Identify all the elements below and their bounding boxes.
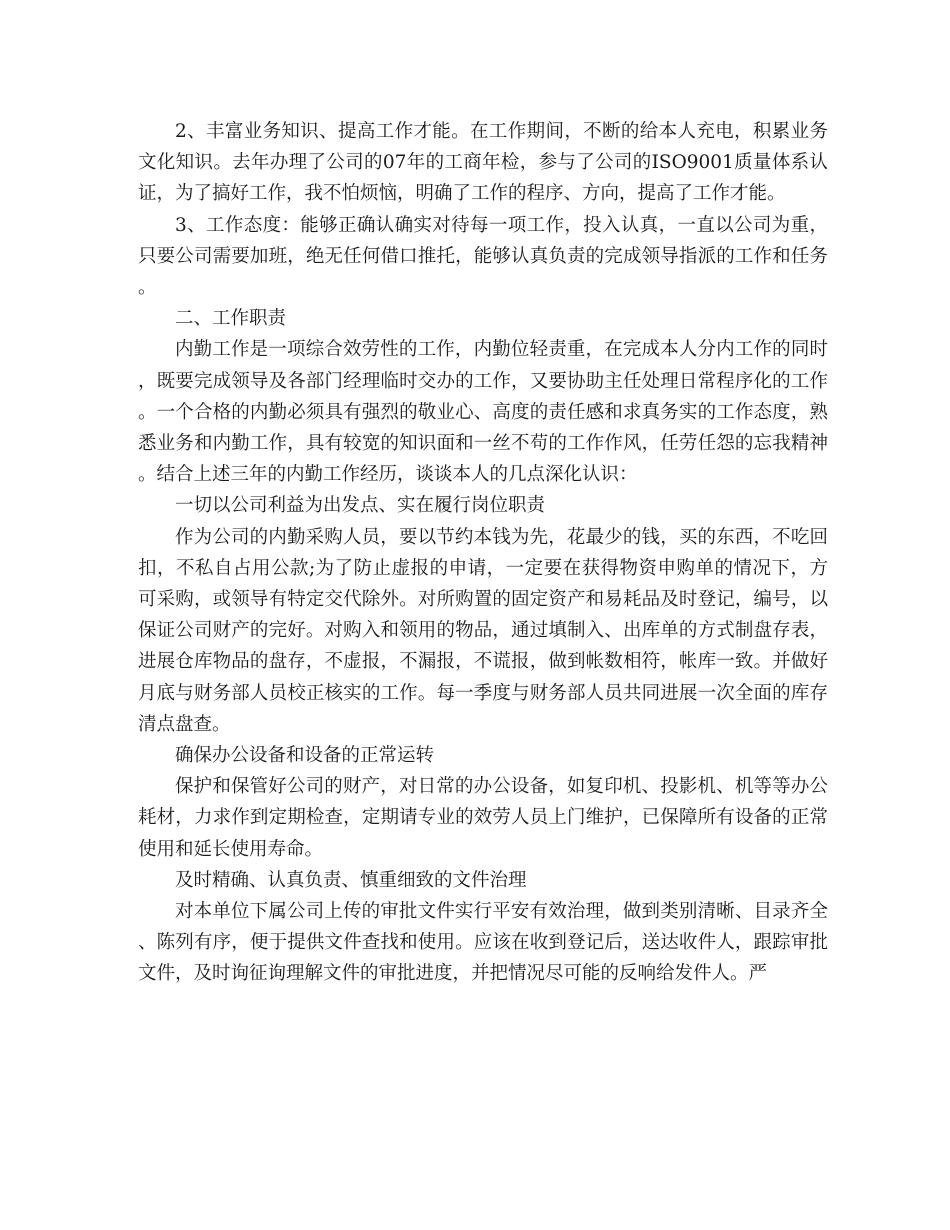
paragraph-skills: 2、丰富业务知识、提高工作才能。在工作期间，不断的给本人充电，积累业务文化知识。去年办理了公司的07年的工商年检，参与了公司的ISO9001质量体系认证，为了搞好工作，我不怕烦恼，明确了工作的程序、方向，提高了工作才能。 (138, 121, 828, 205)
paragraph-duties-intro: 内勤工作是一项综合效劳性的工作，内勤位轻责重，在完成本人分内工作的同时，既要完成领导及各部门经理临时交办的工作，又要协助主任处理日常程序化的工作。一个合格的内勤必须具有强烈的敬业心、高度的责任感和求真务实的工作态度，熟悉业务和内勤工作，具有较宽的知识面和一丝不苟的工作作风，任劳任怨的忘我精神。结合上述三年的内勤工作经历，谈谈本人的几点深化认识： (138, 339, 828, 486)
paragraph-equipment: 保护和保管好公司的财产，对日常的办公设备，如复印机、投影机、机等等办公耗材，力求作到定期检查，定期请专业的效劳人员上门维护，已保障所有设备的正常使用和延长使用寿命。 (138, 776, 828, 860)
subheading-equipment: 确保办公设备和设备的正常运转 (175, 745, 435, 767)
subheading-document-management: 及时精确、认真负责、慎重细致的文件治理 (175, 869, 527, 891)
paragraph-attitude: 3、工作态度：能够正确认确实对待每一项工作，投入认真，一直以公司为重，只要公司需要加班，绝无任何借口推托，能够认真负责的完成领导指派的工作和任务。 (138, 214, 828, 299)
document-body (138, 116, 828, 990)
section-heading-duties: 二、工作职责 (175, 308, 287, 330)
subheading-company-interest: 一切以公司利益为出发点、实在履行岗位职责 (175, 495, 546, 517)
paragraph-document-management: 对本单位下属公司上传的审批文件实行平安有效治理，做到类别清晰、目录齐全、陈列有序，便于提供文件查找和使用。应该在收到登记后，送达收件人，跟踪审批文件，及时询征询理解文件的审批进度，并把情况尽可能的反响给发件人。严 (138, 901, 828, 985)
paragraph-procurement: 作为公司的内勤采购人员，要以节约本钱为先，花最少的钱，买的东西，不吃回扣，不私自占用公款;为了防止虚报的申请，一定要在获得物资申购单的情况下，方可采购，或领导有特定交代除外。对所购置的固定资产和易耗品及时登记，编号，以保证公司财产的完好。对购入和领用的物品，通过填制入、出库单的方式制盘存表，进展仓库物品的盘存，不虚报，不漏报，不谎报，做到帐数相符，帐库一致。并做好月底与财务部人员校正核实的工作。每一季度与财务部人员共同进展一次全面的库存清点盘查。 (138, 526, 828, 735)
